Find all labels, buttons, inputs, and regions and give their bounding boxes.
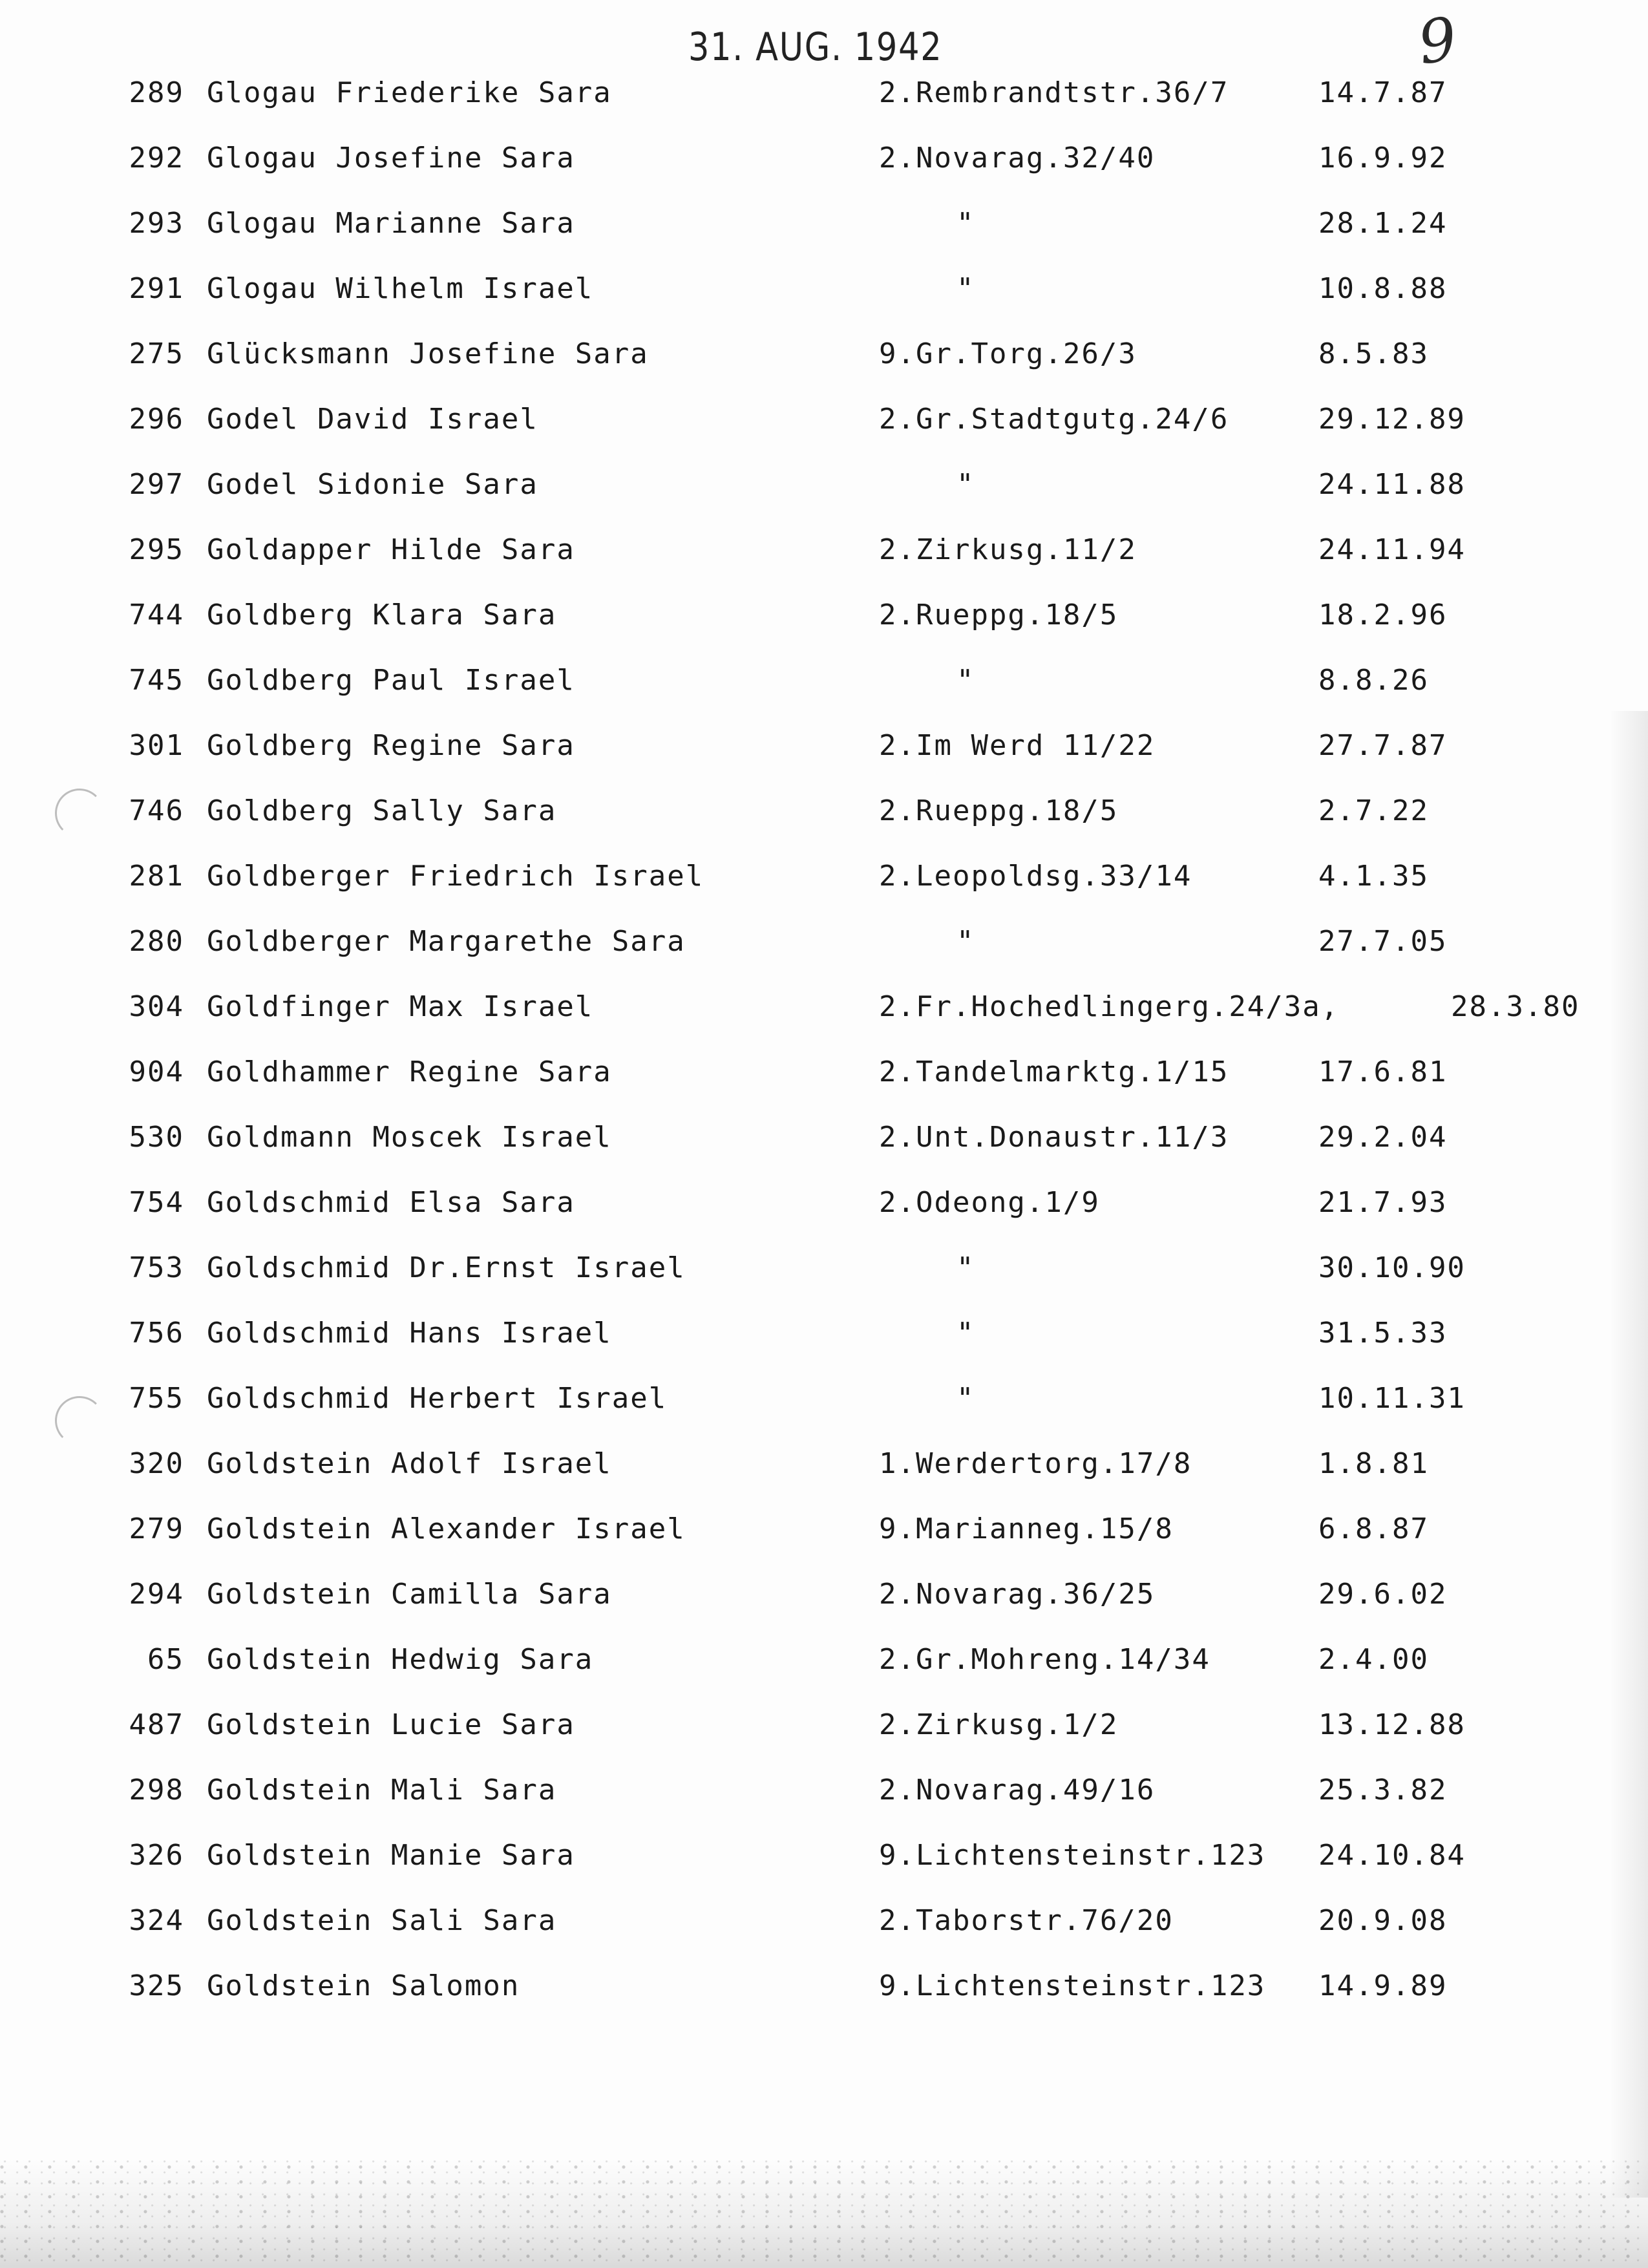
row-number: 297: [129, 468, 184, 501]
birth-date: 8.8.26: [1318, 664, 1429, 697]
person-name: Goldstein Sali Sara: [207, 1904, 557, 1937]
row-number: 281: [129, 860, 184, 893]
row-number: 756: [129, 1317, 184, 1350]
row-number: 291: [129, 272, 184, 305]
address: 2.Novarag.36/25: [879, 1578, 1156, 1611]
birth-date: 1.8.81: [1318, 1447, 1429, 1480]
birth-date: 29.6.02: [1318, 1578, 1448, 1611]
birth-date: 18.2.96: [1318, 599, 1448, 631]
address: 2.Gr.Stadtgutg.24/6: [879, 403, 1229, 436]
person-name: Goldschmid Hans Israel: [207, 1317, 612, 1350]
person-name: Goldberger Margarethe Sara: [207, 925, 686, 958]
row-number: 745: [129, 664, 184, 697]
birth-date: 24.10.84: [1318, 1839, 1466, 1872]
address: 2.Gr.Mohreng.14/34: [879, 1643, 1210, 1676]
person-name: Goldstein Alexander Israel: [207, 1512, 686, 1545]
person-name: Glücksmann Josefine Sara: [207, 337, 649, 370]
row-number: 279: [129, 1512, 184, 1545]
row-number: 904: [129, 1055, 184, 1088]
person-name: Goldhammer Regine Sara: [207, 1055, 612, 1088]
birth-date: 30.10.90: [1318, 1251, 1466, 1284]
birth-date: 4.1.35: [1318, 860, 1429, 893]
row-number: 744: [129, 599, 184, 631]
address: 9.Lichtensteinstr.123: [879, 1969, 1266, 2002]
row-number: 294: [129, 1578, 184, 1611]
row-number: 324: [129, 1904, 184, 1937]
birth-date: 10.11.31: [1318, 1382, 1466, 1415]
address: 2.Leopoldsg.33/14: [879, 860, 1192, 893]
address: 2.Odeong.1/9: [879, 1186, 1100, 1219]
birth-date: 27.7.87: [1318, 729, 1448, 762]
birth-date: 24.11.88: [1318, 468, 1466, 501]
row-number: 65: [147, 1643, 184, 1676]
birth-date: 8.5.83: [1318, 337, 1429, 370]
row-number: 326: [129, 1839, 184, 1872]
address: 2.Novarag.49/16: [879, 1774, 1156, 1807]
row-number: 753: [129, 1251, 184, 1284]
address: 2.Taborstr.76/20: [879, 1904, 1174, 1937]
birth-date: 14.7.87: [1318, 76, 1448, 109]
row-number: 292: [129, 142, 184, 175]
birth-date: 27.7.05: [1318, 925, 1448, 958]
birth-date: 28.1.24: [1318, 207, 1448, 240]
row-number: 296: [129, 403, 184, 436]
birth-date: 21.7.93: [1318, 1186, 1448, 1219]
person-name: Goldstein Manie Sara: [207, 1839, 575, 1872]
person-name: Godel David Israel: [207, 403, 538, 436]
address: 9.Lichtensteinstr.123: [879, 1839, 1266, 1872]
address: 2.Zirkusg.1/2: [879, 1708, 1119, 1741]
address: 2.Fr.Hochedlingerg.24/3a,: [879, 990, 1340, 1023]
birth-date: 29.12.89: [1318, 403, 1466, 436]
address: 2.Tandelmarktg.1/15: [879, 1055, 1229, 1088]
person-name: Goldberg Sally Sara: [207, 794, 557, 827]
row-number: 325: [129, 1969, 184, 2002]
person-name: Goldstein Salomon: [207, 1969, 520, 2002]
birth-date: 13.12.88: [1318, 1708, 1466, 1741]
person-name: Goldberger Friedrich Israel: [207, 860, 704, 893]
address-ditto-mark: ": [956, 468, 975, 501]
person-name: Goldapper Hilde Sara: [207, 533, 575, 566]
person-name: Glogau Marianne Sara: [207, 207, 575, 240]
birth-date: 17.6.81: [1318, 1055, 1448, 1088]
address: 2.Zirkusg.11/2: [879, 533, 1137, 566]
person-name: Goldfinger Max Israel: [207, 990, 594, 1023]
birth-date: 28.3.80: [1451, 990, 1580, 1023]
person-name: Goldschmid Dr.Ernst Israel: [207, 1251, 686, 1284]
address: 2.Unt.Donaustr.11/3: [879, 1121, 1229, 1154]
row-number: 301: [129, 729, 184, 762]
person-name: Goldstein Hedwig Sara: [207, 1643, 594, 1676]
row-number: 298: [129, 1774, 184, 1807]
birth-date: 6.8.87: [1318, 1512, 1429, 1545]
person-name: Godel Sidonie Sara: [207, 468, 538, 501]
person-name: Goldschmid Elsa Sara: [207, 1186, 575, 1219]
person-name: Goldberg Klara Sara: [207, 599, 557, 631]
address-ditto-mark: ": [956, 925, 975, 958]
row-number: 487: [129, 1708, 184, 1741]
row-number: 530: [129, 1121, 184, 1154]
person-name: Glogau Friederike Sara: [207, 76, 612, 109]
address-ditto-mark: ": [956, 1382, 975, 1415]
person-name: Goldstein Camilla Sara: [207, 1578, 612, 1611]
row-number: 746: [129, 794, 184, 827]
person-name: Glogau Wilhelm Israel: [207, 272, 594, 305]
date-stamp: 31. AUG. 1942: [688, 25, 943, 70]
birth-date: 24.11.94: [1318, 533, 1466, 566]
person-name: Goldberg Paul Israel: [207, 664, 575, 697]
birth-date: 14.9.89: [1318, 1969, 1448, 2002]
row-number: 289: [129, 76, 184, 109]
address: 2.Novarag.32/40: [879, 142, 1156, 175]
person-name: Goldmann Moscek Israel: [207, 1121, 612, 1154]
address: 2.Rembrandtstr.36/7: [879, 76, 1229, 109]
address-ditto-mark: ": [956, 1251, 975, 1284]
scan-bottom-noise: [0, 2158, 1648, 2268]
birth-date: 25.3.82: [1318, 1774, 1448, 1807]
birth-date: 2.4.00: [1318, 1643, 1429, 1676]
row-number: 293: [129, 207, 184, 240]
row-number: 280: [129, 925, 184, 958]
address: 9.Marianneg.15/8: [879, 1512, 1174, 1545]
scan-edge-shadow: [1609, 711, 1648, 2198]
person-name: Goldstein Lucie Sara: [207, 1708, 575, 1741]
person-name: Goldberg Regine Sara: [207, 729, 575, 762]
page-number: 9: [1413, 4, 1461, 78]
birth-date: 20.9.08: [1318, 1904, 1448, 1937]
person-name: Goldstein Adolf Israel: [207, 1447, 612, 1480]
birth-date: 16.9.92: [1318, 142, 1448, 175]
row-number: 320: [129, 1447, 184, 1480]
birth-date: 31.5.33: [1318, 1317, 1448, 1350]
address: 1.Werdertorg.17/8: [879, 1447, 1192, 1480]
row-number: 275: [129, 337, 184, 370]
address: 2.Im Werd 11/22: [879, 729, 1156, 762]
address-ditto-mark: ": [956, 664, 975, 697]
address-ditto-mark: ": [956, 207, 975, 240]
birth-date: 10.8.88: [1318, 272, 1448, 305]
address-ditto-mark: ": [956, 272, 975, 305]
address: 2.Rueppg.18/5: [879, 599, 1119, 631]
row-number: 295: [129, 533, 184, 566]
person-name: Glogau Josefine Sara: [207, 142, 575, 175]
birth-date: 29.2.04: [1318, 1121, 1448, 1154]
address: 9.Gr.Torg.26/3: [879, 337, 1137, 370]
row-number: 755: [129, 1382, 184, 1415]
address: 2.Rueppg.18/5: [879, 794, 1119, 827]
row-number: 304: [129, 990, 184, 1023]
address-ditto-mark: ": [956, 1317, 975, 1350]
birth-date: 2.7.22: [1318, 794, 1429, 827]
person-name: Goldstein Mali Sara: [207, 1774, 557, 1807]
row-number: 754: [129, 1186, 184, 1219]
person-name: Goldschmid Herbert Israel: [207, 1382, 668, 1415]
